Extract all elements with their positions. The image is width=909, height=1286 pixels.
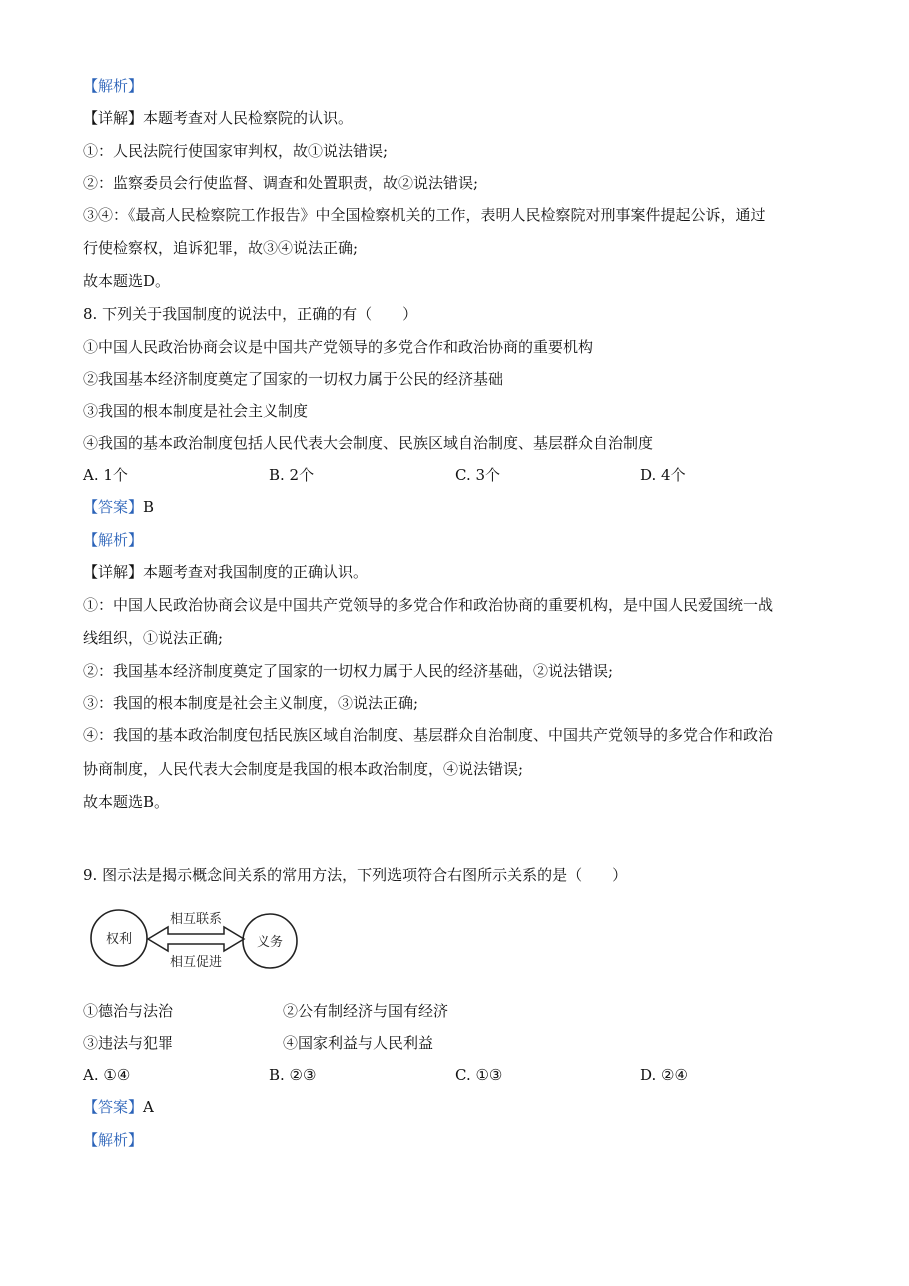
option-d: D. 4个 [640, 466, 686, 484]
option-b: B. ②③ [269, 1066, 317, 1084]
conclusion-line: 故本题选B。 [83, 793, 170, 811]
detail-text: 本题考查对人民检察院的认识。 [143, 109, 354, 127]
statement-item: ③我国的根本制度是社会主义制度 [83, 402, 309, 420]
explanation-line: 线组织，①说法正确; [83, 629, 224, 647]
option-b: B. 2个 [269, 466, 315, 484]
conclusion-line: 故本题选D。 [83, 272, 171, 290]
rights-duties-diagram [90, 903, 305, 975]
explanation-line: ①：中国人民政治协商会议是中国共产党领导的多党合作和政治协商的重要机构，是中国人民爱国统一战 [83, 596, 774, 614]
detail-tag: 【详解】 [83, 109, 144, 127]
statement-item: ③违法与犯罪 [83, 1034, 174, 1052]
option-a: A. 1个 [83, 466, 128, 484]
option-d: D. ②④ [640, 1066, 688, 1084]
answer-line [83, 1097, 154, 1117]
explanation-line: 协商制度，人民代表大会制度是我国的根本政治制度，④说法错误; [83, 760, 524, 778]
answer-tag: 【答案】 [83, 1098, 144, 1116]
left-circle-label: 权利 [105, 932, 133, 947]
analysis-tag: 【解析】 [83, 1131, 144, 1149]
question-stem: 9. 图示法是揭示概念间关系的常用方法，下列选项符合右图所示关系的是（ ） [83, 866, 628, 884]
statement-item: ①德治与法治 [83, 1002, 174, 1020]
analysis-tag: 【解析】 [83, 531, 144, 549]
answer-line [83, 497, 154, 517]
top-arrow-label: 相互联系 [169, 912, 223, 927]
analysis-heading [83, 530, 143, 550]
analysis-heading [83, 76, 143, 96]
right-circle-label: 义务 [256, 935, 284, 950]
option-c: C. 3个 [455, 466, 501, 484]
explanation-line: ①：人民法院行使国家审判权，故①说法错误; [83, 142, 389, 160]
statement-item: ④国家利益与人民利益 [283, 1034, 434, 1052]
double-arrow-icon [148, 927, 244, 951]
detail-tag: 【详解】 [83, 563, 144, 581]
answer-value: B [143, 498, 155, 516]
option-a: A. ①④ [83, 1066, 131, 1084]
statement-item: ①中国人民政治协商会议是中国共产党领导的多党合作和政治协商的重要机构 [83, 338, 594, 356]
option-c: C. ①③ [455, 1066, 503, 1084]
analysis-tag: 【解析】 [83, 77, 144, 95]
statement-item: ②公有制经济与国有经济 [283, 1002, 449, 1020]
answer-tag: 【答案】 [83, 498, 144, 516]
explanation-line: 行使检察权，追诉犯罪，故③④说法正确; [83, 239, 359, 257]
detail-line [83, 562, 368, 582]
explanation-line: ④：我国的基本政治制度包括民族区域自治制度、基层群众自治制度、中国共产党领导的多党合作和政治 [83, 726, 774, 744]
statement-item: ④我国的基本政治制度包括人民代表大会制度、民族区域自治制度、基层群众自治制度 [83, 434, 654, 452]
explanation-line: ②：监察委员会行使监督、调查和处置职责，故②说法错误; [83, 174, 479, 192]
explanation-line: ③④：《最高人民检察院工作报告》中全国检察机关的工作，表明人民检察院对刑事案件提起公诉，通过 [83, 206, 766, 224]
analysis-heading [83, 1130, 143, 1150]
detail-text: 本题考查对我国制度的正确认识。 [143, 563, 369, 581]
bottom-arrow-label: 相互促进 [169, 955, 223, 970]
question-stem: 8. 下列关于我国制度的说法中，正确的有（ ） [83, 305, 418, 323]
detail-line [83, 108, 353, 128]
explanation-line: ③：我国的根本制度是社会主义制度，③说法正确; [83, 694, 419, 712]
answer-value: A [143, 1098, 154, 1116]
explanation-line: ②：我国基本经济制度奠定了国家的一切权力属于人民的经济基础，②说法错误; [83, 662, 614, 680]
statement-item: ②我国基本经济制度奠定了国家的一切权力属于公民的经济基础 [83, 370, 504, 388]
